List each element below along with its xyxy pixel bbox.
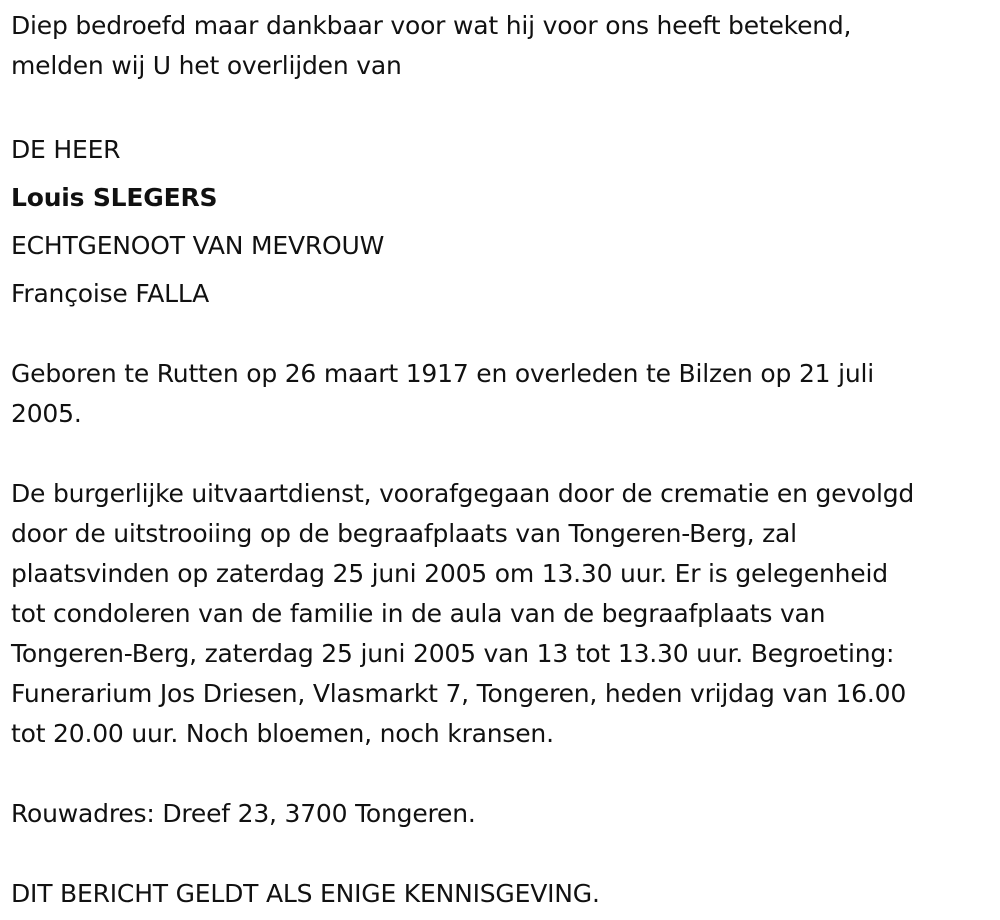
service-line: tot condoleren van de familie in de aula van de begraafplaats van bbox=[11, 599, 826, 628]
birth-death-line-1: Geboren te Rutten op 26 maart 1917 en overleden te Bilzen op 21 juli bbox=[11, 359, 874, 388]
spacer bbox=[11, 834, 996, 874]
intro-line-1: Diep bedroefd maar dankbaar voor wat hij voor ons heeft betekend, bbox=[11, 11, 852, 40]
service-line: tot 20.00 uur. Noch bloemen, noch kransen. bbox=[11, 719, 554, 748]
service-line: Funerarium Jos Driesen, Vlasmarkt 7, Tongeren, heden vrijdag van 16.00 bbox=[11, 679, 907, 708]
service-line: plaatsvinden op zaterdag 25 juni 2005 om 13.30 uur. Er is gelegenheid bbox=[11, 559, 888, 588]
service-line: door de uitstrooiing op de begraafplaats van Tongeren-Berg, zal bbox=[11, 519, 797, 548]
relation-label: ECHTGENOOT VAN MEVROUW bbox=[11, 231, 385, 260]
honorific-title: DE HEER bbox=[11, 135, 121, 164]
spacer bbox=[11, 86, 996, 126]
birth-death-line-2: 2005. bbox=[11, 399, 82, 428]
deceased-name: Louis SLEGERS bbox=[11, 183, 218, 212]
closing-statement: DIT BERICHT GELDT ALS ENIGE KENNISGEVING. bbox=[11, 879, 600, 908]
service-line: De burgerlijke uitvaartdienst, voorafgegaan door de crematie en gevolgd bbox=[11, 479, 915, 508]
spacer bbox=[11, 754, 996, 794]
death-notice bbox=[11, 6, 996, 914]
mourning-address: Rouwadres: Dreef 23, 3700 Tongeren. bbox=[11, 799, 476, 828]
spacer bbox=[11, 318, 996, 354]
spacer bbox=[11, 434, 996, 474]
spouse-name: Françoise FALLA bbox=[11, 279, 210, 308]
service-line: Tongeren-Berg, zaterdag 25 juni 2005 van 13 tot 13.30 uur. Begroeting: bbox=[11, 639, 895, 668]
intro-line-2: melden wij U het overlijden van bbox=[11, 51, 402, 80]
service-paragraph bbox=[11, 474, 996, 754]
